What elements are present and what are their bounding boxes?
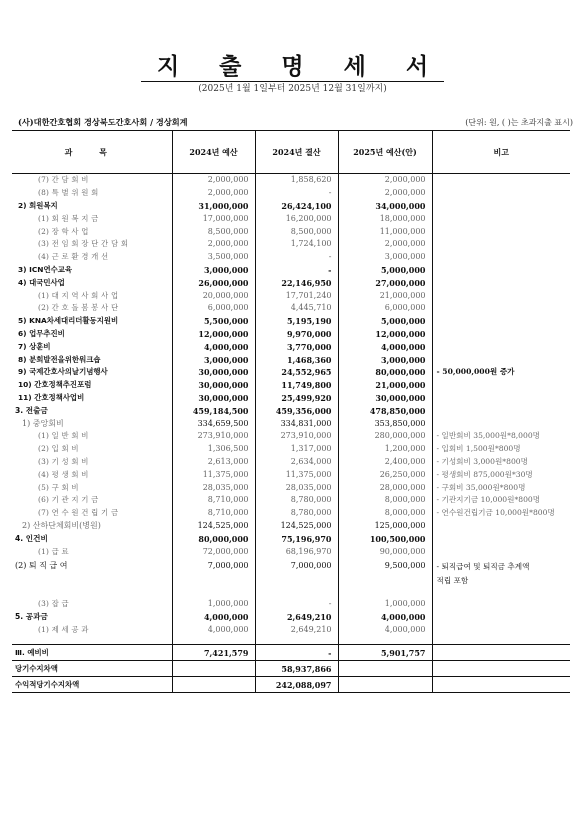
row-remark [432,200,570,213]
table-row [12,443,570,456]
expense-table [12,130,570,693]
row-budget-2025: 5,901,757 [338,645,432,661]
row-settlement-2024: 4,445,710 [255,302,338,315]
row-account-name: (4) 근 로 환 경 개 선 [12,251,172,264]
row-remark: - 입회비 1,500원*800명 [436,444,521,454]
row-budget-2024 [172,661,255,677]
row-account-name: (4) 평 생 회 비 [12,468,172,481]
row-settlement-2024: - [255,264,338,277]
row-budget-2024 [172,636,255,645]
table-row [12,611,570,624]
header-account: 과 목 [12,131,172,174]
row-settlement-2024: 8,780,000 [255,494,338,507]
table-row [12,187,570,200]
row-budget-2024: 8,710,000 [172,494,255,507]
row-settlement-2024: 9,970,000 [255,328,338,341]
row-budget-2025: 1,000,000 [338,598,432,611]
row-budget-2025: 9,500,000 [338,558,432,598]
row-budget-2025: 2,000,000 [338,174,432,187]
table-row [12,636,570,645]
row-remark [432,187,570,200]
row-remark: - 퇴직급여 및 퇴직금 추계액 적립 포함 [436,561,530,585]
table-row [12,379,570,392]
row-account-name: 수익적당기수지차액 [12,677,172,693]
row-remark [432,645,570,661]
row-account-name: (8) 특 별 위 원 회 [12,187,172,200]
table-row [12,661,570,677]
row-account-name: 3) ICN연수교육 [12,264,172,277]
row-settlement-2024: 28,035,000 [255,481,338,494]
row-settlement-2024: 24,552,965 [255,366,338,379]
row-budget-2024: 12,000,000 [172,328,255,341]
table-row [12,507,570,520]
row-account-name: 1) 중앙회비 [12,417,172,430]
table-row [12,520,570,533]
row-remark [432,611,570,624]
table-row [12,645,570,661]
row-settlement-2024: 8,500,000 [255,225,338,238]
row-budget-2025: 5,000,000 [338,264,432,277]
row-budget-2024: 8,710,000 [172,507,255,520]
header-settlement-2024: 2024년 결산 [255,131,338,174]
row-remark [432,520,570,533]
row-remark [432,264,570,277]
table-row [12,598,570,611]
row-remark [432,532,570,545]
row-account-name: 10) 간호정책추진포럼 [12,379,172,392]
row-budget-2024: 4,000,000 [172,340,255,353]
row-remark [432,624,570,637]
row-account-name: 7) 상훈비 [12,340,172,353]
row-remark: - 구회비 35,000원*800명 [436,482,526,492]
row-settlement-2024: 1,858,620 [255,174,338,187]
row-budget-2025: 353,850,000 [338,417,432,430]
row-remark [432,289,570,302]
table-row [12,225,570,238]
row-account-name: 2) 회원복지 [12,200,172,213]
row-budget-2024: 3,500,000 [172,251,255,264]
row-budget-2024 [172,677,255,693]
row-budget-2024: 1,306,500 [172,443,255,456]
row-budget-2025: 5,000,000 [338,315,432,328]
row-account-name: 4) 대국민사업 [12,276,172,289]
table-row [12,289,570,302]
row-budget-2025: 26,250,000 [338,468,432,481]
row-budget-2025 [338,636,432,645]
row-settlement-2024: 11,749,800 [255,379,338,392]
row-settlement-2024: - [255,187,338,200]
row-account-name: (7) 연 수 원 건 립 기 금 [12,507,172,520]
row-settlement-2024: 75,196,970 [255,532,338,545]
row-remark [432,276,570,289]
row-settlement-2024: 459,356,000 [255,404,338,417]
table-row [12,468,570,481]
row-budget-2024: 3,000,000 [172,264,255,277]
row-account-name: (2) 입 회 비 [12,443,172,456]
row-settlement-2024: 25,499,920 [255,392,338,405]
row-remark [432,225,570,238]
row-settlement-2024: - [255,251,338,264]
row-account-name: 11) 간호정책사업비 [12,392,172,405]
row-budget-2024: 4,000,000 [172,611,255,624]
row-budget-2024: 2,000,000 [172,174,255,187]
row-budget-2024: 72,000,000 [172,545,255,558]
row-budget-2025: 30,000,000 [338,392,432,405]
row-remark [432,392,570,405]
table-row [12,392,570,405]
table-row [12,276,570,289]
row-budget-2025: 21,000,000 [338,289,432,302]
row-account-name: 8) 분회발전을위한워크숍 [12,353,172,366]
row-account-name: Ⅲ. 예비비 [12,645,172,661]
document-period: (2025년 1월 1일부터 2025년 12월 31일까지) [198,84,387,94]
row-budget-2024: 28,035,000 [172,481,255,494]
row-budget-2025: 34,000,000 [338,200,432,213]
row-remark [432,417,570,430]
table-row [12,353,570,366]
row-settlement-2024: 11,375,000 [255,468,338,481]
row-budget-2024: 17,000,000 [172,212,255,225]
row-budget-2024: 459,184,500 [172,404,255,417]
row-budget-2024: 31,000,000 [172,200,255,213]
row-account-name: 6) 업무추진비 [12,328,172,341]
table-row [12,174,570,187]
row-settlement-2024: 22,146,950 [255,276,338,289]
row-remark [432,315,570,328]
table-row [12,532,570,545]
row-budget-2024: 20,000,000 [172,289,255,302]
row-remark [432,212,570,225]
row-budget-2024: 30,000,000 [172,379,255,392]
row-account-name: (1) 제 세 공 과 [12,624,172,637]
row-budget-2024: 2,000,000 [172,238,255,251]
row-budget-2025: 478,850,000 [338,404,432,417]
row-settlement-2024: 273,910,000 [255,430,338,443]
row-budget-2025: 21,000,000 [338,379,432,392]
row-account-name: (1) 일 반 회 비 [12,430,172,443]
row-account-name: (5) 구 회 비 [12,481,172,494]
row-remark [432,174,570,187]
row-remark: - 50,000,000원 증가 [436,367,515,377]
table-row [12,328,570,341]
row-remark: - 일반회비 35,000원*8,000명 [436,431,541,441]
row-budget-2024: 273,910,000 [172,430,255,443]
row-budget-2025: 100,500,000 [338,532,432,545]
row-settlement-2024: 68,196,970 [255,545,338,558]
row-budget-2024: 6,000,000 [172,302,255,315]
row-account-name: 3. 전출금 [12,404,172,417]
row-settlement-2024: 2,649,210 [255,624,338,637]
table-header-row [12,131,570,174]
unit-note: (단위: 원, ( )는 초과지출 표시) [465,118,573,127]
row-settlement-2024: 1,317,000 [255,443,338,456]
row-settlement-2024: 7,000,000 [255,558,338,598]
row-budget-2025: 6,000,000 [338,302,432,315]
header-budget-2025: 2025년 예산(안) [338,131,432,174]
row-account-name: (3) 기 성 회 비 [12,456,172,469]
row-settlement-2024: 2,649,210 [255,611,338,624]
table-body [12,174,570,693]
row-account-name [12,636,172,645]
row-budget-2025: 280,000,000 [338,430,432,443]
row-account-name: (2) 간 호 돌 봄 봉 사 단 [12,302,172,315]
table-row [12,212,570,225]
row-budget-2024: 2,613,000 [172,456,255,469]
row-remark [432,661,570,677]
row-budget-2025: 8,000,000 [338,507,432,520]
row-budget-2024: 26,000,000 [172,276,255,289]
row-account-name: (2) 퇴 직 급 여 [12,558,172,598]
row-settlement-2024: 1,724,100 [255,238,338,251]
row-budget-2025: 4,000,000 [338,340,432,353]
row-remark: - 기성회비 3,000원*800명 [436,456,528,466]
row-settlement-2024: 58,937,866 [255,661,338,677]
row-budget-2024: 334,659,500 [172,417,255,430]
row-account-name: (1) 회 원 복 지 금 [12,212,172,225]
row-budget-2025: 90,000,000 [338,545,432,558]
row-budget-2024: 30,000,000 [172,366,255,379]
row-budget-2025: 2,400,000 [338,456,432,469]
row-budget-2025: 125,000,000 [338,520,432,533]
row-remark [432,545,570,558]
row-budget-2025: 3,000,000 [338,353,432,366]
table-row [12,404,570,417]
row-remark: - 평생회비 875,000원*30명 [436,469,533,479]
row-settlement-2024: 242,088,097 [255,677,338,693]
row-settlement-2024: 3,770,000 [255,340,338,353]
row-budget-2025: 3,000,000 [338,251,432,264]
row-remark [432,238,570,251]
row-budget-2025: 2,000,000 [338,238,432,251]
table-row [12,340,570,353]
row-budget-2025: 11,000,000 [338,225,432,238]
row-budget-2025: 12,000,000 [338,328,432,341]
row-budget-2024: 7,000,000 [172,558,255,598]
row-account-name: 5. 공과금 [12,611,172,624]
row-account-name: 2) 산하단체회비(병원) [12,520,172,533]
table-row [12,494,570,507]
row-remark [432,598,570,611]
row-remark [432,251,570,264]
row-remark [432,302,570,315]
row-settlement-2024: 2,634,000 [255,456,338,469]
row-budget-2024: 11,375,000 [172,468,255,481]
row-settlement-2024: 124,525,000 [255,520,338,533]
row-budget-2024: 1,000,000 [172,598,255,611]
header-remarks: 비고 [432,131,570,174]
row-remark [432,340,570,353]
row-account-name: (2) 장 학 사 업 [12,225,172,238]
row-account-name: (7) 간 담 회 비 [12,174,172,187]
row-account-name: (3) 잡 급 [12,598,172,611]
row-budget-2025: 28,000,000 [338,481,432,494]
row-settlement-2024: 1,468,360 [255,353,338,366]
row-account-name: (3) 전 임 회 장 단 간 담 회 [12,238,172,251]
table-row [12,456,570,469]
row-account-name: 5) KNA차세대리더활동지원비 [12,315,172,328]
row-budget-2025: 8,000,000 [338,494,432,507]
row-account-name: 9) 국제간호사의날기념행사 [12,366,172,379]
row-account-name: (6) 기 관 지 기 금 [12,494,172,507]
table-row [12,481,570,494]
row-settlement-2024: 16,200,000 [255,212,338,225]
row-account-name: 당기수지차액 [12,661,172,677]
row-remark: - 기관지기금 10,000원*800명 [436,495,541,505]
row-budget-2024: 2,000,000 [172,187,255,200]
table-row [12,430,570,443]
row-remark [432,379,570,392]
row-settlement-2024: 334,831,000 [255,417,338,430]
row-settlement-2024: - [255,645,338,661]
document-title: 지 출 명 세 서 [0,48,585,81]
table-row [12,315,570,328]
row-account-name: (1) 대 지 역 사 회 사 업 [12,289,172,302]
row-budget-2025: 27,000,000 [338,276,432,289]
row-budget-2025: 4,000,000 [338,624,432,637]
row-remark [432,353,570,366]
table-row [12,200,570,213]
table-row [12,624,570,637]
row-account-name: (1) 급 료 [12,545,172,558]
row-budget-2025 [338,661,432,677]
row-budget-2024: 30,000,000 [172,392,255,405]
table-row [12,264,570,277]
row-settlement-2024 [255,636,338,645]
row-settlement-2024: 26,424,100 [255,200,338,213]
table-row [12,545,570,558]
row-budget-2025: 80,000,000 [338,366,432,379]
row-settlement-2024: - [255,598,338,611]
table-row [12,238,570,251]
row-budget-2025: 1,200,000 [338,443,432,456]
row-remark [432,404,570,417]
row-budget-2025: 4,000,000 [338,611,432,624]
row-budget-2024: 124,525,000 [172,520,255,533]
row-remark [432,328,570,341]
row-settlement-2024: 5,195,190 [255,315,338,328]
row-remark: - 연수원건립기금 10,000원*800명 [436,508,555,518]
row-budget-2025: 2,000,000 [338,187,432,200]
table-row [12,302,570,315]
row-budget-2024: 8,500,000 [172,225,255,238]
row-remark [432,677,570,693]
row-budget-2024: 5,500,000 [172,315,255,328]
row-budget-2024: 4,000,000 [172,624,255,637]
table-row [12,366,570,379]
table-row [12,417,570,430]
row-budget-2024: 80,000,000 [172,532,255,545]
header-budget-2024: 2024년 예산 [172,131,255,174]
row-budget-2025 [338,677,432,693]
table-row [12,677,570,693]
row-budget-2024: 3,000,000 [172,353,255,366]
table-row [12,558,570,598]
row-settlement-2024: 8,780,000 [255,507,338,520]
row-budget-2024: 7,421,579 [172,645,255,661]
organization-name: (사)대한간호협회 경상북도간호사회 / 경상회계 [18,117,188,127]
row-settlement-2024: 17,701,240 [255,289,338,302]
row-budget-2025: 18,000,000 [338,212,432,225]
row-account-name: 4. 인건비 [12,532,172,545]
row-remark [432,636,570,645]
table-row [12,251,570,264]
